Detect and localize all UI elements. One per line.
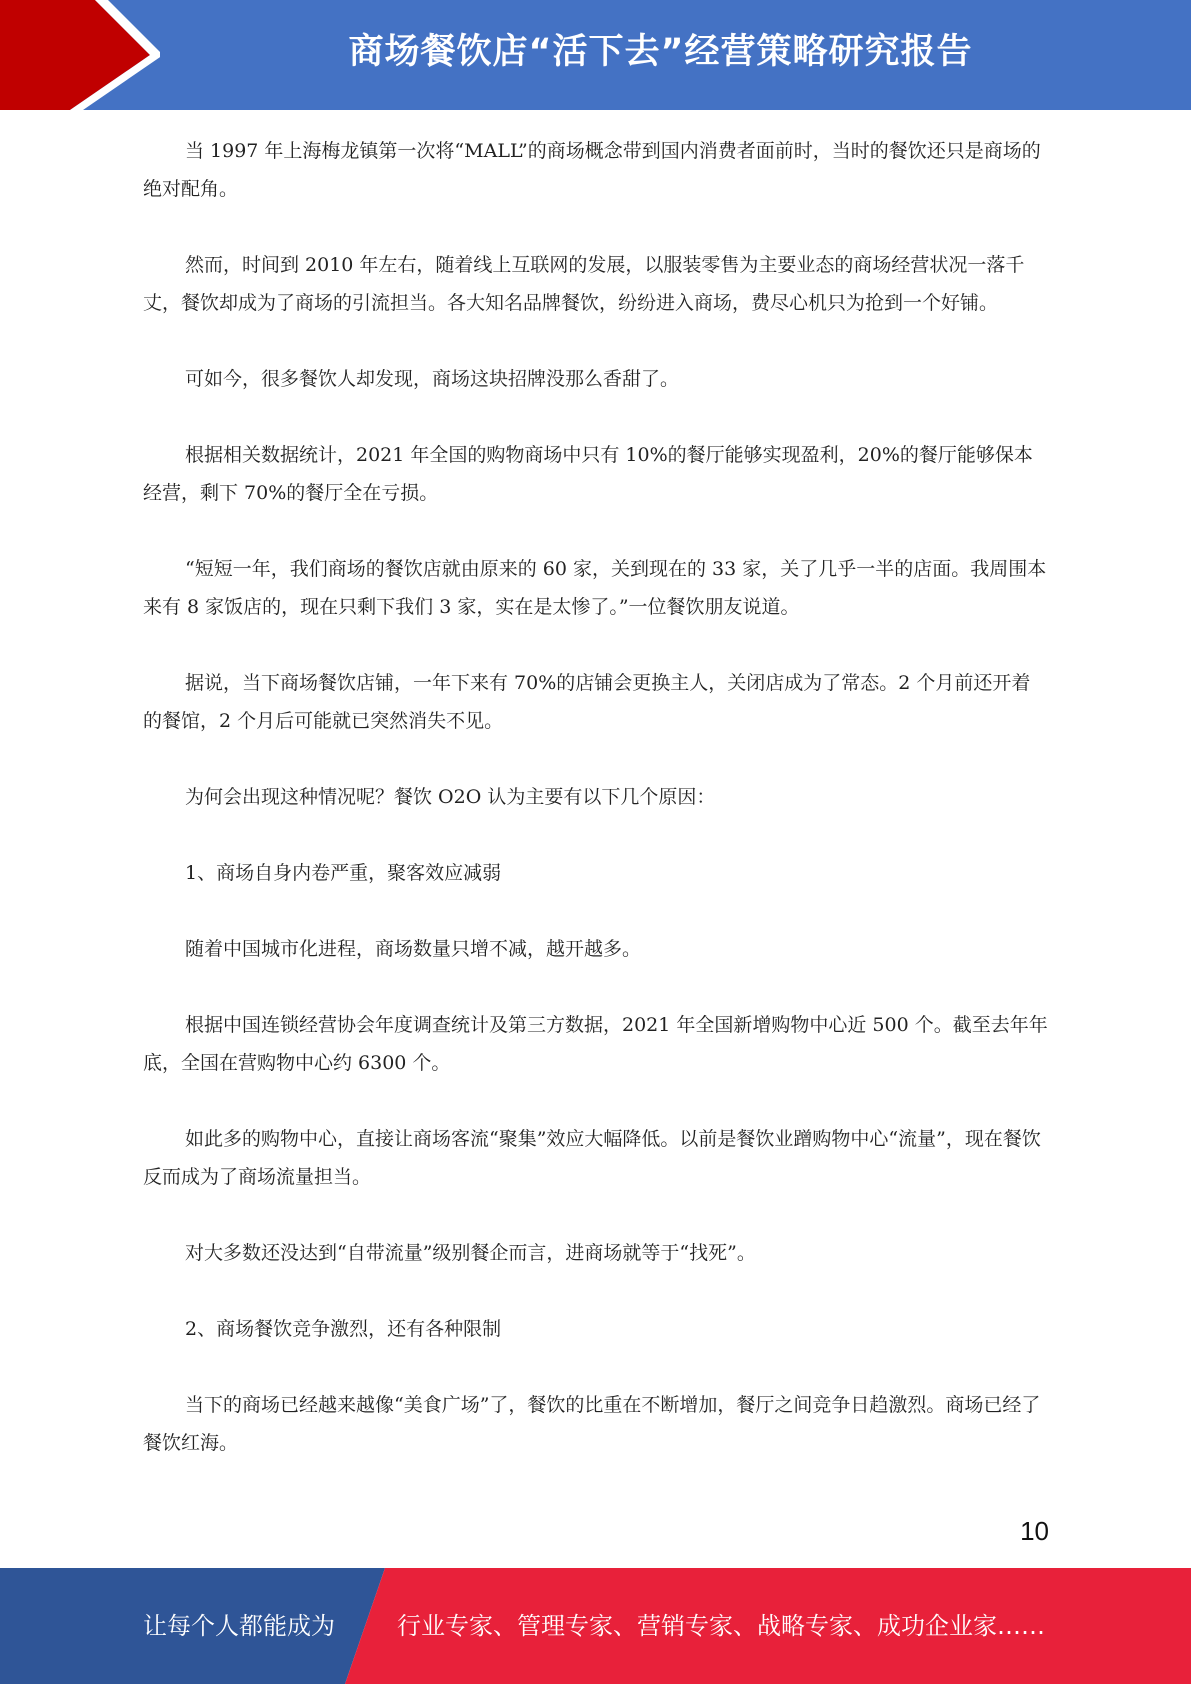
section-heading-1: 1、商场自身内卷严重，聚客效应减弱 [185, 862, 502, 884]
paragraph-7: 为何会出现这种情况呢？餐饮 O2O 认为主要有以下几个原因： [185, 786, 716, 808]
page-number: 10 [1020, 1516, 1049, 1546]
header-bar [0, 0, 1191, 110]
paragraph-3: 可如今，很多餐饮人却发现，商场这块招牌没那么香甜了。 [185, 368, 680, 390]
footer-slogan-left: 让每个人都能成为 [143, 1612, 335, 1640]
article-body [143, 132, 1048, 1500]
paragraph-4: 根据相关数据统计，2021 年全国的购物商场中只有 10%的餐厅能够实现盈利，20%的餐厅能够保本经营，剩下 70%的餐厅全在亏损。 [143, 444, 1033, 504]
header-arrow-decoration [0, 0, 160, 110]
section-heading-2: 2、商场餐饮竞争激烈，还有各种限制 [185, 1318, 502, 1340]
paragraph-11: 对大多数还没达到“自带流量”级别餐企而言，进商场就等于“找死”。 [185, 1242, 756, 1264]
page-title: 商场餐饮店“活下去”经营策略研究报告 [348, 32, 973, 72]
paragraph-1: 当 1997 年上海梅龙镇第一次将“MALL”的商场概念带到国内消费者面前时，当时的餐饮还只是商场的绝对配角。 [143, 140, 1041, 200]
footer-bar [0, 1568, 1191, 1684]
paragraph-8: 随着中国城市化进程，商场数量只增不减，越开越多。 [185, 938, 642, 960]
paragraph-10: 如此多的购物中心，直接让商场客流“聚集”效应大幅降低。以前是餐饮业蹭购物中心“流量”，现在餐饮反而成为了商场流量担当。 [143, 1128, 1041, 1188]
paragraph-12: 当下的商场已经越来越像“美食广场”了，餐饮的比重在不断增加，餐厅之间竞争日趋激烈。商场已经了餐饮红海。 [143, 1394, 1041, 1454]
footer-slogan-right: 行业专家、管理专家、营销专家、战略专家、成功企业家…… [397, 1612, 1045, 1640]
paragraph-9: 根据中国连锁经营协会年度调查统计及第三方数据，2021 年全国新增购物中心近 500 个。截至去年年底，全国在营购物中心约 6300 个。 [143, 1014, 1048, 1074]
paragraph-5: “短短一年，我们商场的餐饮店就由原来的 60 家，关到现在的 33 家，关了几乎一半的店面。我周围本来有 8 家饭店的，现在只剩下我们 3 家，实在是太惨了。”一位餐饮朋友说道。 [143, 558, 1047, 618]
paragraph-6: 据说，当下商场餐饮店铺，一年下来有 70%的店铺会更换主人，关闭店成为了常态。2 个月前还开着的餐馆，2 个月后可能就已突然消失不见。 [143, 672, 1031, 732]
paragraph-2: 然而，时间到 2010 年左右，随着线上互联网的发展，以服装零售为主要业态的商场经营状况一落千丈，餐饮却成为了商场的引流担当。各大知名品牌餐饮，纷纷进入商场，费尽心机只为抢到一个好铺。 [143, 254, 1025, 314]
